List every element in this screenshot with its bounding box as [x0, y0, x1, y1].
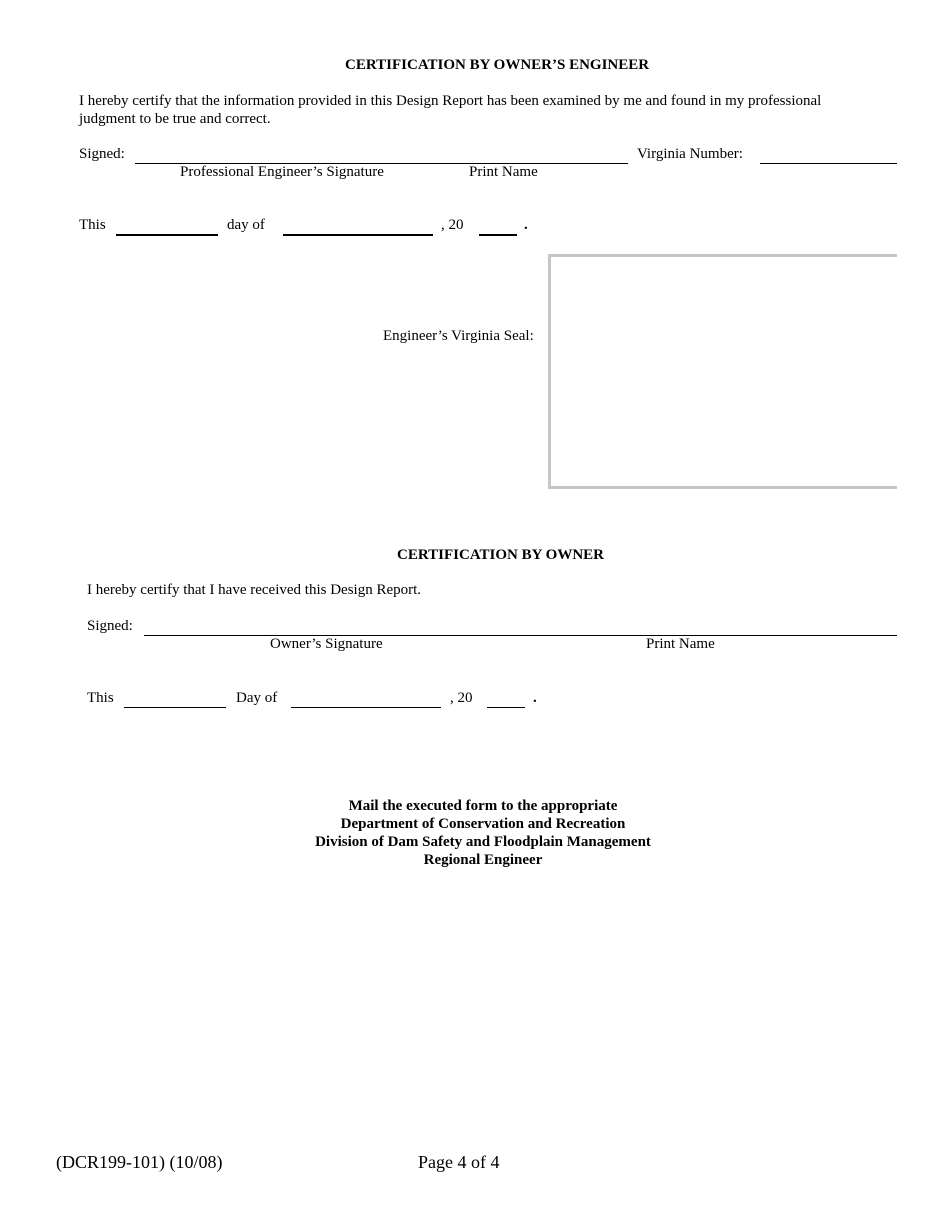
- owner-date-this-label: This: [87, 690, 114, 706]
- virginia-number-field[interactable]: [760, 145, 897, 164]
- mailing-instructions: [200, 797, 766, 869]
- engineer-date-year-prefix: , 20: [441, 217, 464, 233]
- engineer-print-name-caption: Print Name: [469, 164, 538, 180]
- owner-date-day-of-label: Day of: [236, 690, 278, 706]
- engineer-date-day-of-label: day of: [227, 217, 265, 233]
- mailing-line-2: Department of Conservation and Recreation: [340, 816, 626, 832]
- mailing-line-4: Regional Engineer: [423, 852, 543, 868]
- engineer-date-this-label: This: [79, 217, 106, 233]
- owner-date-year-field[interactable]: [487, 689, 525, 708]
- engineer-seal-box: [548, 254, 897, 489]
- owner-signed-label: Signed:: [87, 618, 133, 634]
- engineer-seal-label: Engineer’s Virginia Seal:: [383, 328, 534, 344]
- engineer-signature-field[interactable]: [135, 145, 628, 164]
- engineer-date-year-field[interactable]: [479, 216, 517, 236]
- mailing-line-1: Mail the executed form to the appropriate: [348, 798, 618, 814]
- mailing-line-3: Division of Dam Safety and Floodplain Management: [315, 834, 651, 850]
- owner-signature-caption: Owner’s Signature: [270, 636, 383, 652]
- owner-signature-field[interactable]: [144, 617, 897, 636]
- owner-date-month-field[interactable]: [291, 689, 441, 708]
- owner-cert-title: CERTIFICATION BY OWNER: [397, 547, 604, 563]
- owner-cert-statement: I hereby certify that I have received this Design Report.: [87, 582, 422, 598]
- owner-date-period: .: [533, 690, 537, 706]
- engineer-date-month-field[interactable]: [283, 216, 433, 236]
- engineer-date-day-field[interactable]: [116, 216, 218, 236]
- owner-date-day-field[interactable]: [124, 689, 226, 708]
- engineer-signature-caption: Professional Engineer’s Signature: [180, 164, 384, 180]
- owner-date-year-prefix: , 20: [450, 690, 473, 706]
- virginia-number-label: Virginia Number:: [637, 146, 743, 162]
- engineer-cert-statement: I hereby certify that the information provided in this Design Report has been examined by me and found in my professional judgment to be true and correct.: [79, 93, 822, 127]
- page-number: Page 4 of 4: [418, 1152, 500, 1172]
- owner-print-name-caption: Print Name: [646, 636, 715, 652]
- engineer-cert-title: CERTIFICATION BY OWNER’S ENGINEER: [345, 57, 650, 73]
- engineer-signed-label: Signed:: [79, 146, 125, 162]
- engineer-date-period: .: [524, 217, 528, 233]
- form-id: (DCR199-101) (10/08): [56, 1152, 223, 1172]
